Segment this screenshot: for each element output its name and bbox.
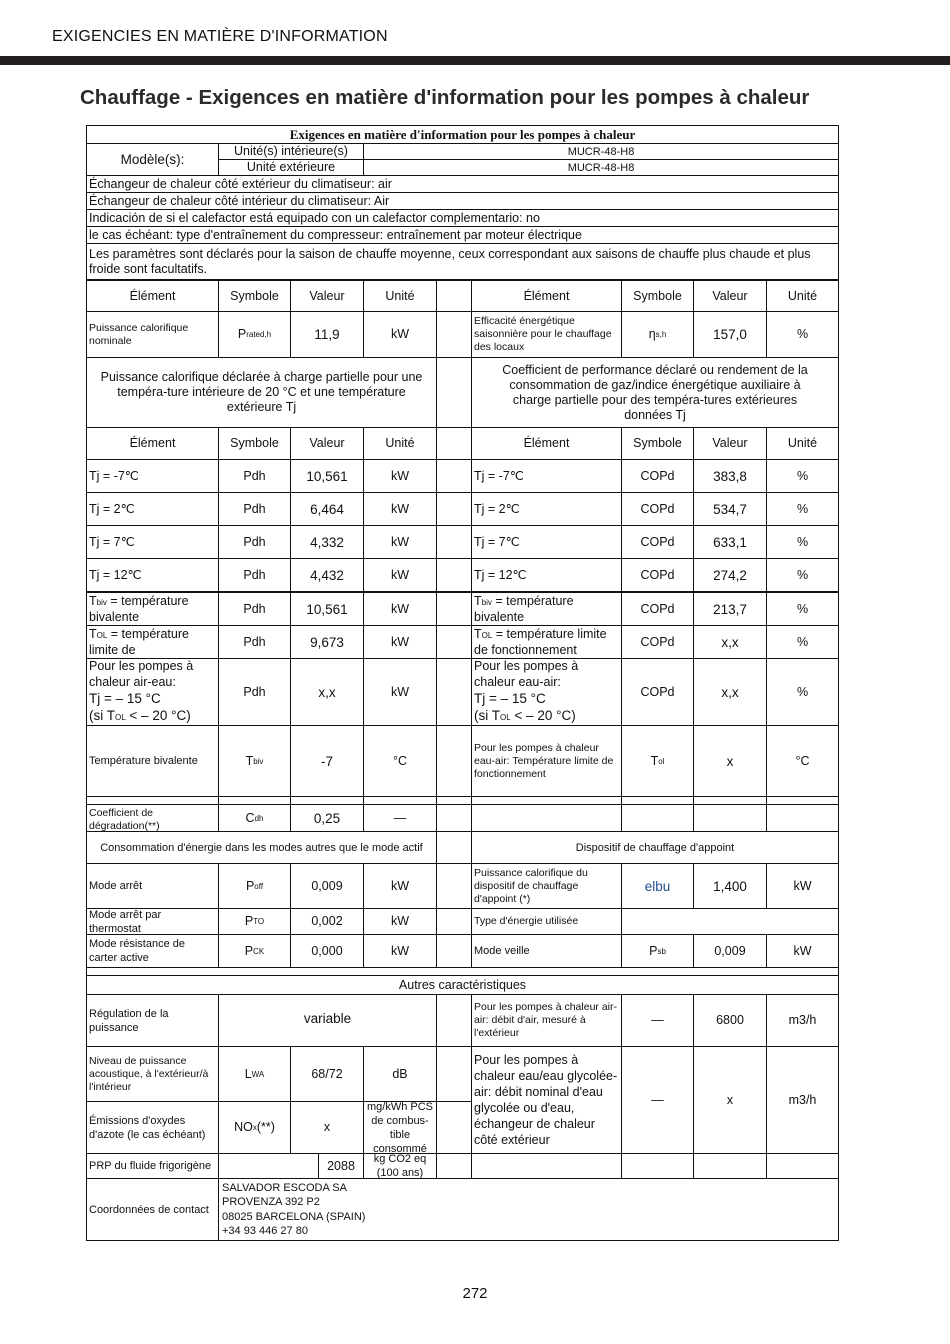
capacity-control-value: variable: [218, 994, 437, 1047]
tj-cop-unit: %: [766, 492, 839, 526]
rated-capacity-value: 11,9: [290, 311, 364, 358]
crankcase-heater-unit: kW: [363, 934, 437, 968]
off-mode-symbol: P off: [218, 863, 291, 909]
tj-cop-value: 633,1: [693, 525, 767, 559]
tj-symbol: Pdh: [218, 525, 291, 559]
section-label: EXIGENCIES EN MATIÈRE D'INFORMATION: [52, 28, 388, 45]
blank-cell: [621, 804, 694, 832]
tj-cop-value: 274,2: [693, 558, 767, 592]
blank-cell: [471, 804, 622, 832]
air-water-unit: kW: [363, 658, 437, 726]
crankcase-heater-label: Mode résistance de carter active: [86, 934, 219, 968]
tj-capacity-value: 6,464: [290, 492, 364, 526]
header-rule: [0, 56, 950, 65]
tbiv-label: Tbiv = température bivalente: [86, 592, 219, 626]
info-line: Indicación de si el calefactor está equipado con un calefactor complementario: no: [86, 209, 839, 227]
tj-cop-unit: %: [766, 459, 839, 493]
nox-symbol: NO x (**): [218, 1101, 291, 1154]
standby-value: 0,009: [693, 934, 767, 968]
backup-capacity-unit: kW: [766, 863, 839, 909]
seasonal-efficiency-symbol: η s,h: [621, 311, 694, 358]
tj-capacity-unit: kW: [363, 525, 437, 559]
spacer-cell: [436, 934, 472, 968]
nox-label: Émissions d'oxydes d'azote (le cas échéant): [86, 1101, 219, 1154]
col-header-symbol: Symbole: [218, 280, 291, 312]
spacer-cell: [436, 357, 472, 428]
blank-cell: [693, 804, 767, 832]
page-number: 272: [462, 1285, 488, 1302]
backup-capacity-symbol: elbu: [621, 863, 694, 909]
degradation-coefficient-unit: —: [363, 804, 437, 832]
water-flow-value: x: [693, 1046, 767, 1154]
spacer-cell: [436, 558, 472, 592]
spacer-cell: [436, 863, 472, 909]
contact-line: SALVADOR ESCODA SA: [222, 1181, 347, 1194]
seasonal-efficiency-value: 157,0: [693, 311, 767, 358]
spacer-cell: [436, 592, 472, 626]
tj-cop-symbol: COPd: [621, 459, 694, 493]
sound-power-unit: dB: [363, 1046, 437, 1102]
col-header-value: Valeur: [693, 427, 767, 460]
spacer-cell: [436, 1046, 472, 1102]
air-water-symbol: Pdh: [218, 658, 291, 726]
col-header-value: Valeur: [693, 280, 767, 312]
bivalent-temp-value: -7: [290, 725, 364, 797]
col-header-unit: Unité: [363, 427, 437, 460]
off-mode-value: 0,009: [290, 863, 364, 909]
outdoor-unit-label: Unité extérieure: [218, 159, 364, 176]
table-title: Exigences en matière d'information pour les pompes à chaleur: [86, 125, 839, 144]
bivalent-temp-label: Température bivalente: [86, 725, 219, 797]
col-header-element: Élément: [86, 280, 219, 312]
backup-section-title: Dispositif de chauffage d'appoint: [471, 831, 839, 864]
airflow-unit: m3/h: [766, 994, 839, 1047]
sound-power-symbol: L WA: [218, 1046, 291, 1102]
tol-symbol: Pdh: [218, 625, 291, 659]
water-flow-unit: m3/h: [766, 1046, 839, 1154]
bivalent-temp-unit: °C: [363, 725, 437, 797]
bivalent-temp-symbol: T biv: [218, 725, 291, 797]
crankcase-heater-value: 0,000: [290, 934, 364, 968]
spacer-cell: [436, 525, 472, 559]
thermostat-off-unit: kW: [363, 908, 437, 935]
airflow-symbol: —: [621, 994, 694, 1047]
degradation-coefficient-label: Coefficient de dégradation(**): [86, 804, 219, 832]
nox-value: x: [290, 1101, 364, 1154]
tj-cop-unit: %: [766, 558, 839, 592]
operating-limit-symbol: T ol: [621, 725, 694, 797]
contact-line: +34 93 446 27 80: [222, 1225, 308, 1237]
energy-type-value: [621, 908, 839, 935]
col-header-element: Élément: [471, 280, 622, 312]
indoor-unit-label: Unité(s) intérieure(s): [218, 143, 364, 160]
tj-capacity-unit: kW: [363, 558, 437, 592]
tbiv-cop-unit: %: [766, 592, 839, 626]
tj-capacity-value: 10,561: [290, 459, 364, 493]
partload-capacity-title: Puissance calorifique déclarée à charge partielle pour une tempéra-ture intérieure de 20 °C et une température extérieure Tj: [86, 357, 437, 428]
seasonal-efficiency-label: Efficacité énergétique saisonnière pour le chauffage des locaux: [471, 311, 622, 358]
col-header-element: Élément: [86, 427, 219, 460]
tj-cop-label: Tj = -7℃: [471, 459, 622, 493]
nox-unit: mg/kWh PCS de combus-tible consommé: [363, 1101, 437, 1154]
operating-limit-label: Pour les pompes à chaleur eau-air: Température limite de fonctionnement: [471, 725, 622, 797]
energy-type-label: Type d'énergie utilisée: [471, 908, 622, 935]
spacer-cell: [436, 311, 472, 358]
water-air-label: Pour les pompes à chaleur eau-air: Tj = – 15 °C (si TOL < – 20 °C): [471, 658, 622, 726]
other-modes-section-title: Consommation d'énergie dans les modes autres que le mode actif: [86, 831, 437, 864]
crankcase-heater-symbol: P CK: [218, 934, 291, 968]
col-header-value: Valeur: [290, 427, 364, 460]
operating-limit-unit: °C: [766, 725, 839, 797]
degradation-coefficient-symbol: C dh: [218, 804, 291, 832]
partload-cop-title: Coefficient de performance déclaré ou rendement de la consommation de gaz/indice énergétique auxiliaire à charge partielle pour des tempéra-tures extérieures données Tj: [471, 357, 839, 428]
sound-power-value: 68/72: [290, 1046, 364, 1102]
tj-capacity-value: 4,432: [290, 558, 364, 592]
col-header-symbol: Symbole: [218, 427, 291, 460]
tol-label: TOL = température limite de: [86, 625, 219, 659]
tj-label: Tj = 2℃: [86, 492, 219, 526]
tj-label: Tj = 12℃: [86, 558, 219, 592]
info-line: Échangeur de chaleur côté intérieur du climatiseur: Air: [86, 192, 839, 210]
spacer-cell: [436, 725, 472, 797]
blank-cell: [471, 1153, 622, 1179]
air-water-label: Pour les pompes à chaleur air-eau: Tj = – 15 °C (si TOL < – 20 °C): [86, 658, 219, 726]
tbiv-cop-label: Tbiv = température bivalente: [471, 592, 622, 626]
tbiv-cop-value: 213,7: [693, 592, 767, 626]
tj-capacity-unit: kW: [363, 459, 437, 493]
blank-cell: [766, 1153, 839, 1179]
spacer-cell: [436, 804, 472, 832]
spacer-cell: [436, 658, 472, 726]
rated-capacity-label: Puissance calorifique nominale: [86, 311, 219, 358]
tol-cop-symbol: COPd: [621, 625, 694, 659]
contact-label: Coordonnées de contact: [86, 1178, 219, 1241]
col-header-unit: Unité: [363, 280, 437, 312]
tj-cop-label: Tj = 7℃: [471, 525, 622, 559]
off-mode-unit: kW: [363, 863, 437, 909]
tj-symbol: Pdh: [218, 492, 291, 526]
operating-limit-value: x: [693, 725, 767, 797]
water-air-value: x,x: [693, 658, 767, 726]
season-note: Les paramètres sont déclarés pour la saison de chauffe moyenne, ceux correspondant aux saisons de chauffe plus chaude et plus froide sont facultatifs.: [86, 243, 839, 280]
water-flow-label: Pour les pompes à chaleur eau/eau glycolée-air: débit nominal d'eau glycolée ou d'eau, échangeur de chaleur côté extérieur: [471, 1046, 622, 1154]
blank-cell: [766, 804, 839, 832]
spacer-cell: [436, 908, 472, 935]
spacer-cell: [436, 1101, 472, 1154]
spacer-cell: [436, 1153, 472, 1179]
off-mode-label: Mode arrêt: [86, 863, 219, 909]
air-water-value: x,x: [290, 658, 364, 726]
airflow-value: 6800: [693, 994, 767, 1047]
thermostat-off-label: Mode arrêt par thermostat: [86, 908, 219, 935]
gwp-unit: kg CO2 eq (100 ans): [363, 1153, 437, 1179]
tj-symbol: Pdh: [218, 558, 291, 592]
col-header-unit: Unité: [766, 427, 839, 460]
water-flow-symbol: —: [621, 1046, 694, 1154]
thermostat-off-value: 0,002: [290, 908, 364, 935]
tj-label: Tj = 7℃: [86, 525, 219, 559]
water-air-symbol: COPd: [621, 658, 694, 726]
indoor-unit-value: MUCR-48-H8: [363, 143, 839, 160]
rated-capacity-symbol: P rated,h: [218, 311, 291, 358]
col-header-symbol: Symbole: [621, 427, 694, 460]
tj-cop-unit: %: [766, 525, 839, 559]
tj-capacity-unit: kW: [363, 492, 437, 526]
col-header-unit: Unité: [766, 280, 839, 312]
tbiv-cop-symbol: COPd: [621, 592, 694, 626]
tj-capacity-value: 4,332: [290, 525, 364, 559]
seasonal-efficiency-unit: %: [766, 311, 839, 358]
sound-power-label: Niveau de puissance acoustique, à l'extérieur/à l'intérieur: [86, 1046, 219, 1102]
model-label: Modèle(s):: [86, 143, 219, 176]
tol-cop-value: x,x: [693, 625, 767, 659]
tol-cop-label: TOL = température limite de fonctionnement: [471, 625, 622, 659]
contact-line: 08025 BARCELONA (SPAIN): [222, 1210, 366, 1223]
capacity-control-label: Régulation de la puissance: [86, 994, 219, 1047]
gwp-label: PRP du fluide frigorigène: [86, 1153, 219, 1179]
tol-value: 9,673: [290, 625, 364, 659]
info-line: le cas échéant: type d'entraînement du compresseur: entraînement par moteur électrique: [86, 226, 839, 244]
tol-unit: kW: [363, 625, 437, 659]
contact-line: PROVENZA 392 P2: [222, 1196, 320, 1208]
tj-cop-value: 383,8: [693, 459, 767, 493]
page-title: Chauffage - Exigences en matière d'information pour les pompes à chaleur: [80, 86, 810, 109]
standby-label: Mode veille: [471, 934, 622, 968]
degradation-coefficient-value: 0,25: [290, 804, 364, 832]
tj-cop-symbol: COPd: [621, 525, 694, 559]
airflow-label: Pour les pompes à chaleur air-air: débit d'air, mesuré à l'extérieur: [471, 994, 622, 1047]
outdoor-unit-value: MUCR-48-H8: [363, 159, 839, 176]
spacer-cell: [436, 625, 472, 659]
tbiv-value: 10,561: [290, 592, 364, 626]
standby-symbol: P sb: [621, 934, 694, 968]
standby-unit: kW: [766, 934, 839, 968]
backup-capacity-label: Puissance calorifique du dispositif de chauffage d'appoint (*): [471, 863, 622, 909]
tj-cop-value: 534,7: [693, 492, 767, 526]
tj-cop-symbol: COPd: [621, 558, 694, 592]
info-line: Échangeur de chaleur côté extérieur du climatiseur: air: [86, 175, 839, 193]
spacer-cell: [436, 427, 472, 460]
backup-capacity-value: 1,400: [693, 863, 767, 909]
blank-cell: [218, 1153, 319, 1179]
col-header-value: Valeur: [290, 280, 364, 312]
other-characteristics-title: Autres caractéristiques: [86, 975, 839, 995]
tj-label: Tj = -7℃: [86, 459, 219, 493]
contact-details: [218, 1178, 839, 1241]
thermostat-off-symbol: P TO: [218, 908, 291, 935]
info-requirements-table: [86, 125, 839, 1241]
blank-cell: [693, 1153, 767, 1179]
water-air-unit: %: [766, 658, 839, 726]
blank-cell: [621, 1153, 694, 1179]
spacer-cell: [436, 492, 472, 526]
col-header-element: Élément: [471, 427, 622, 460]
spacer-cell: [436, 994, 472, 1047]
tj-cop-symbol: COPd: [621, 492, 694, 526]
tbiv-unit: kW: [363, 592, 437, 626]
tj-cop-label: Tj = 2℃: [471, 492, 622, 526]
tbiv-symbol: Pdh: [218, 592, 291, 626]
gwp-value: 2088: [318, 1153, 364, 1179]
rated-capacity-unit: kW: [363, 311, 437, 358]
tj-cop-label: Tj = 12℃: [471, 558, 622, 592]
tol-cop-unit: %: [766, 625, 839, 659]
tj-symbol: Pdh: [218, 459, 291, 493]
spacer-cell: [436, 831, 472, 864]
spacer-cell: [436, 280, 472, 312]
spacer-cell: [436, 459, 472, 493]
col-header-symbol: Symbole: [621, 280, 694, 312]
